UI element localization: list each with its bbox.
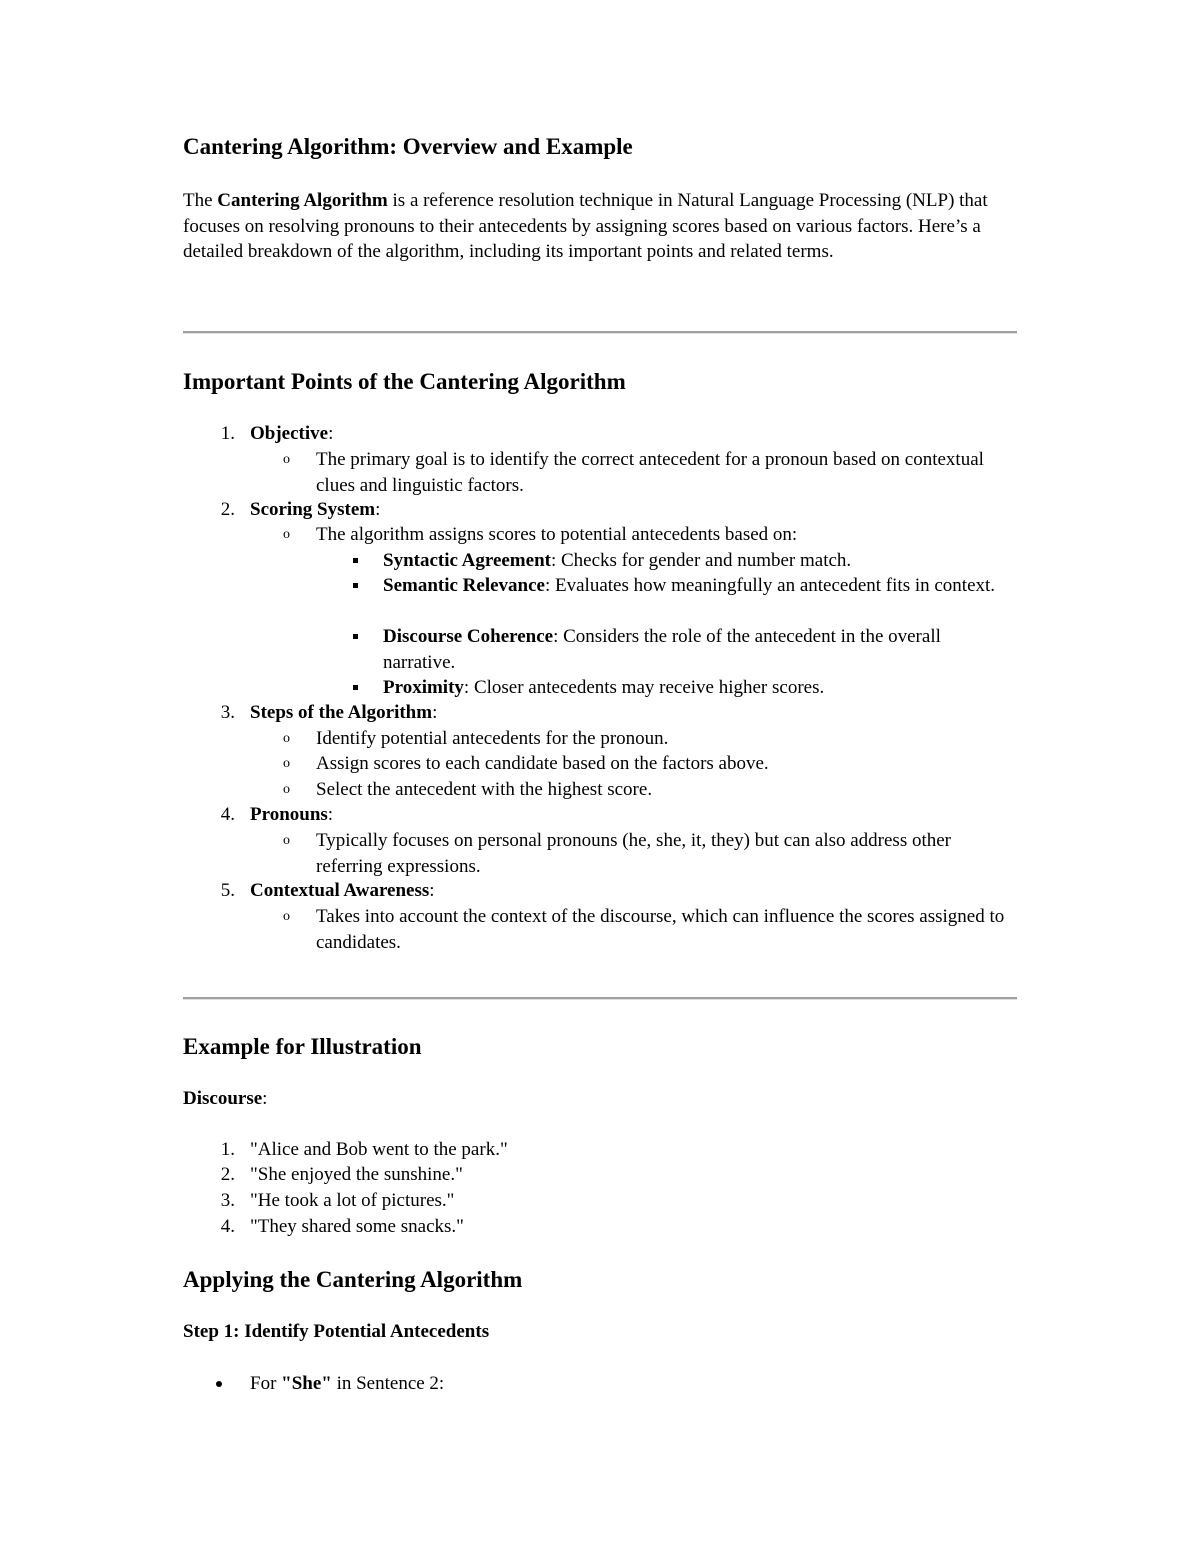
horizontal-rule <box>183 331 1017 334</box>
intro-text-rest: is a reference resolution technique in Natural Language Processing (NLP) that focuses on resolving pronouns to their antecedents by assigning scores based on various factors. Here’s a detailed breakdown of the algorithm, including its important points and related terms. <box>183 190 988 262</box>
circle-bullet-icon: o <box>283 527 290 542</box>
intro-term: Cantering Algorithm <box>217 190 388 211</box>
sub-item-text: Takes into account the context of the discourse, which can influence the scores assigned to candidates. <box>316 906 1005 953</box>
item-label: Scoring System <box>250 499 376 520</box>
document-title: Cantering Algorithm: Overview and Example <box>183 134 633 159</box>
circle-bullet-icon: o <box>283 731 290 746</box>
item-label: Objective <box>250 423 329 444</box>
intro-text-start: The <box>183 190 218 211</box>
sub-item-text: Identify potential antecedents for the pronoun. <box>316 728 669 749</box>
section-heading-important-points: Important Points of the Cantering Algorithm <box>183 369 626 394</box>
sentence-text: "He took a lot of pictures." <box>250 1190 455 1211</box>
bullet-dot-icon <box>216 1381 222 1387</box>
intro-paragraph <box>183 188 1017 265</box>
square-bullet-icon <box>353 558 358 563</box>
criterion-label: Discourse Coherence <box>383 626 554 647</box>
circle-bullet-icon: o <box>283 782 290 797</box>
criterion-label: Proximity <box>383 677 464 698</box>
discourse-label: Discourse: <box>183 1088 268 1109</box>
item-number: 4. <box>220 1216 235 1237</box>
circle-bullet-icon: o <box>283 452 290 467</box>
item-number: 3. <box>220 1190 235 1211</box>
item-label: Pronouns <box>250 804 328 825</box>
item-number: 1. <box>220 1139 235 1160</box>
discourse-label-text: Discourse <box>183 1088 263 1109</box>
item-number: 1. <box>220 423 235 444</box>
circle-bullet-icon: o <box>283 833 290 848</box>
item-number: 3. <box>220 702 235 723</box>
criterion-text: : Evaluates how meaningfully an antecedent fits in context. <box>544 575 996 596</box>
horizontal-rule <box>183 997 1017 1000</box>
sentence-text: "Alice and Bob went to the park." <box>250 1139 508 1160</box>
item-number: 4. <box>220 804 235 825</box>
sub-item-text: The primary goal is to identify the correct antecedent for a pronoun based on contextual clues and linguistic factors. <box>316 449 984 496</box>
item-label: Steps of the Algorithm <box>250 702 433 723</box>
criterion-label: Syntactic Agreement <box>383 550 551 571</box>
step-heading: Step 1: Identify Potential Antecedents <box>183 1321 490 1342</box>
sentence-text: "They shared some snacks." <box>250 1216 464 1237</box>
sub-list-item <box>183 447 1017 496</box>
item-number: 2. <box>220 499 235 520</box>
sub-item-text: Select the antecedent with the highest score. <box>316 779 653 800</box>
item-number: 2. <box>220 1164 235 1185</box>
square-bullet-icon <box>353 685 358 690</box>
criterion-text: : Considers the role of the antecedent in the overall narrative. <box>383 626 941 673</box>
bullet-text-start: For <box>250 1373 282 1394</box>
pronoun-term: "She" <box>281 1373 332 1394</box>
circle-bullet-icon: o <box>283 909 290 924</box>
bullet-text-rest: in Sentence 2: <box>331 1373 445 1394</box>
section-heading-example: Example for Illustration <box>183 1034 422 1059</box>
criterion-text: : Closer antecedents may receive higher scores. <box>463 677 825 698</box>
sentence-text: "She enjoyed the sunshine." <box>250 1164 463 1185</box>
item-label: Contextual Awareness <box>250 880 430 901</box>
section-heading-applying: Applying the Cantering Algorithm <box>183 1267 523 1292</box>
sub-item-text: Typically focuses on personal pronouns (he, she, it, they) but can also address other referring expressions. <box>316 830 952 877</box>
sub-item-text: The algorithm assigns scores to potential antecedents based on: <box>316 524 798 545</box>
criterion-text: : Checks for gender and number match. <box>550 550 852 571</box>
item-number: 5. <box>220 880 235 901</box>
square-bullet-icon <box>353 583 358 588</box>
square-bullet-icon <box>353 634 358 639</box>
criterion-label: Semantic Relevance <box>383 575 545 596</box>
sub-item-text: Assign scores to each candidate based on the factors above. <box>316 753 769 774</box>
circle-bullet-icon: o <box>283 756 290 771</box>
